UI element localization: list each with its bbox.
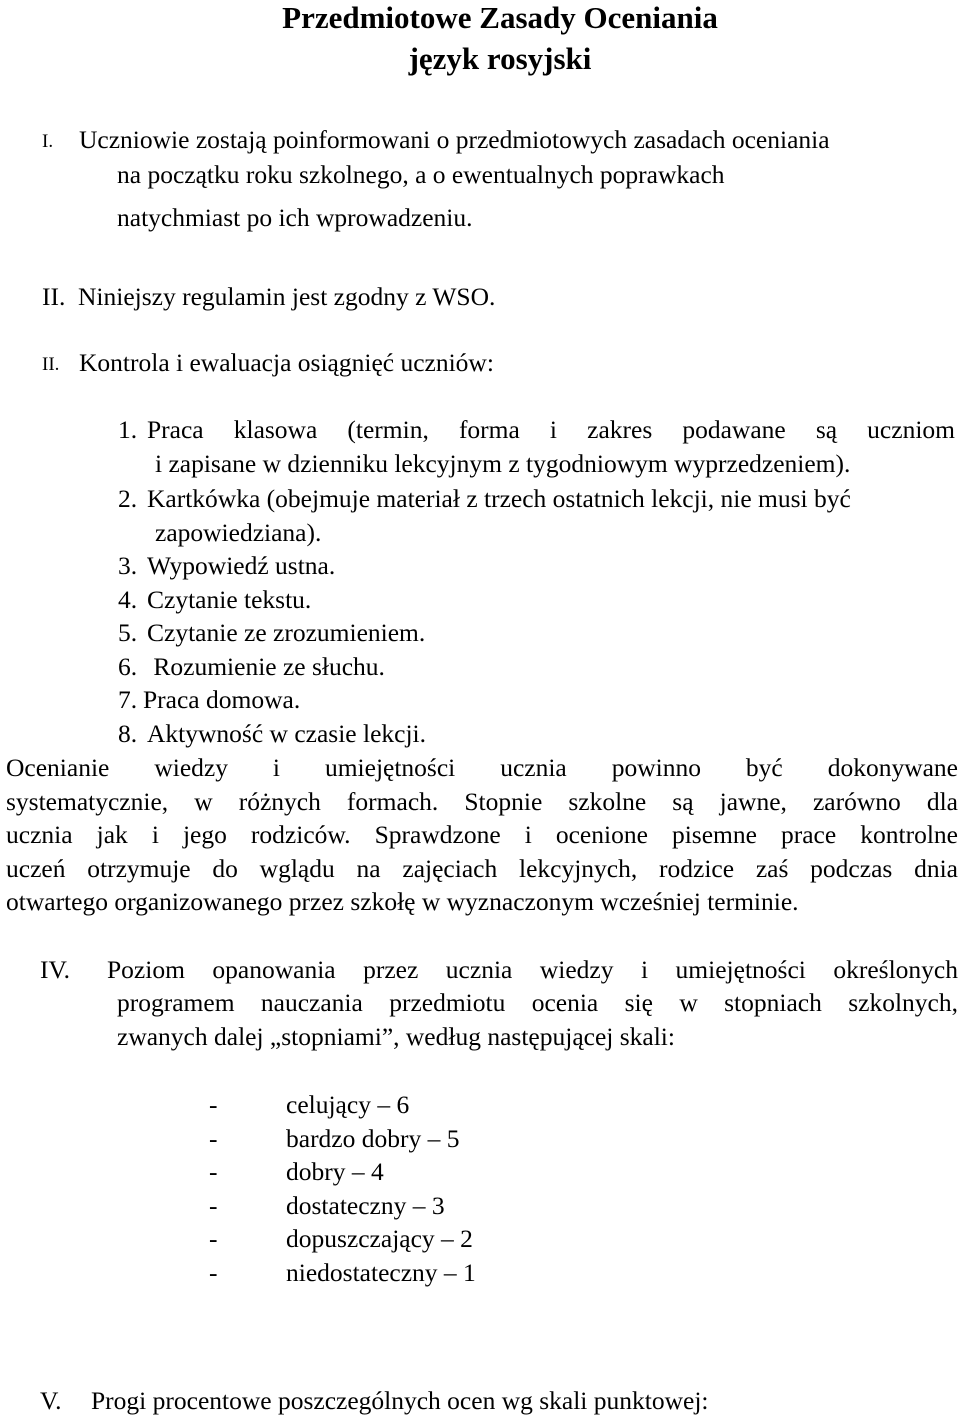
item-6-number: 6. [118, 652, 138, 681]
scale-grade-4: dobry – 4 [286, 1157, 384, 1186]
scale-grade-1: niedostateczny – 1 [286, 1258, 476, 1287]
item-5-text: Czytanie ze zrozumieniem. [147, 618, 426, 647]
scale-dash-4: - [209, 1157, 218, 1186]
item-1-line-2: i zapisane w dzienniku lekcyjnym z tygodniowym wyprzedzeniem). [155, 449, 851, 478]
scale-dash-1: - [209, 1258, 218, 1287]
section-1-line-1: Uczniowie zostają poinformowani o przedmiotowych zasadach oceniania [79, 125, 830, 154]
section-1-numeral: I. [42, 131, 54, 152]
paragraph-line-2: systematycznie, w różnych formach. Stopnie szkolne są jawne, zarówno dla [6, 787, 958, 816]
section-4-line-2: programem nauczania przedmiotu ocenia się w stopniach szkolnych, [117, 988, 958, 1017]
paragraph-line-3: ucznia jak i jego rodziców. Sprawdzone i ocenione pisemne prace kontrolne [6, 820, 958, 849]
paragraph-line-1: Ocenianie wiedzy i umiejętności ucznia powinno być dokonywane [6, 753, 958, 782]
item-3-text: Wypowiedź ustna. [147, 551, 336, 580]
section-4-line-1: Poziom opanowania przez ucznia wiedzy i umiejętności określonych [107, 955, 958, 984]
paragraph-line-5: otwartego organizowanego przez szkołę w wyznaczonym wcześniej terminie. [6, 887, 799, 916]
scale-grade-2: dopuszczający – 2 [286, 1224, 473, 1253]
section-1-line-2: na początku roku szkolnego, a o ewentualnych poprawkach [117, 160, 725, 189]
paragraph-line-4: uczeń otrzymuje do wglądu na zajęciach lekcyjnych, rodzice zaś podczas dnia [6, 854, 958, 883]
section-4-line-3: zwanych dalej „stopniami”, według następującej skali: [117, 1022, 675, 1051]
scale-grade-6: celujący – 6 [286, 1090, 410, 1119]
document-title: Przedmiotowe Zasady Oceniania [282, 0, 718, 35]
item-7-text: Praca domowa. [143, 685, 301, 714]
section-3-numeral: II. [42, 354, 60, 375]
item-6-text: Rozumienie ze słuchu. [147, 652, 385, 681]
scale-dash-3: - [209, 1191, 218, 1220]
document-subtitle: język rosyjski [408, 41, 592, 76]
item-4-text: Czytanie tekstu. [147, 585, 312, 614]
item-2-number: 2. [118, 484, 138, 513]
item-7-number: 7. [118, 685, 138, 714]
section-4-numeral: IV. [40, 955, 70, 984]
item-4-number: 4. [118, 585, 138, 614]
item-3-number: 3. [118, 551, 138, 580]
item-5-number: 5. [118, 618, 138, 647]
item-1-line-1: Praca klasowa (termin, forma i zakres podawane są uczniom [147, 415, 955, 444]
section-1-line-3: natychmiast po ich wprowadzeniu. [117, 203, 473, 232]
item-8-number: 8. [118, 719, 138, 748]
scale-dash-2: - [209, 1224, 218, 1253]
scale-dash-5: - [209, 1124, 218, 1153]
section-2-numeral: II. [42, 282, 66, 311]
section-5-numeral: V. [40, 1386, 62, 1415]
section-5-text: Progi procentowe poszczególnych ocen wg skali punktowej: [91, 1386, 709, 1415]
section-2-text: Niniejszy regulamin jest zgodny z WSO. [78, 282, 496, 311]
item-2-line-1: Kartkówka (obejmuje materiał z trzech ostatnich lekcji, nie musi być [147, 484, 851, 513]
item-1-number: 1. [118, 415, 138, 444]
scale-grade-5: bardzo dobry – 5 [286, 1124, 460, 1153]
item-2-line-2: zapowiedziana). [155, 518, 322, 547]
scale-grade-3: dostateczny – 3 [286, 1191, 445, 1220]
section-3-heading: Kontrola i ewaluacja osiągnięć uczniów: [79, 348, 494, 377]
scale-dash-6: - [209, 1090, 218, 1119]
item-8-text: Aktywność w czasie lekcji. [147, 719, 426, 748]
